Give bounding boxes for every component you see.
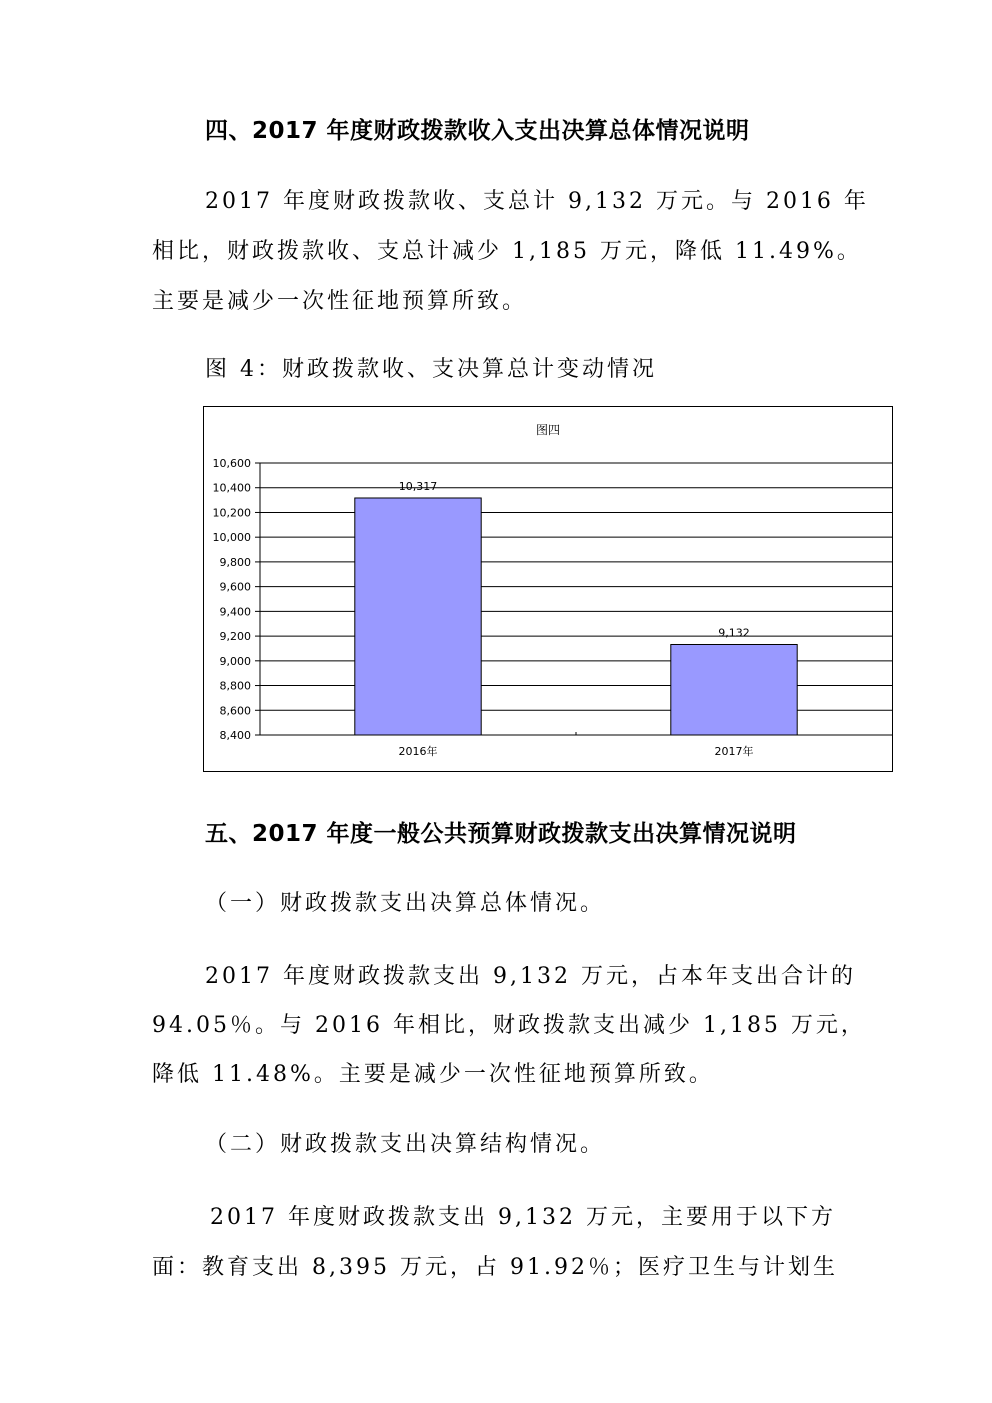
subheading-2: （二）财政拨款支出决算结构情况。 bbox=[205, 1132, 606, 1157]
section-5-heading: 五、2017 年度一般公共预算财政拨款支出决算情况说明 bbox=[205, 821, 797, 847]
section-4-paragraph-line-1: 2017 年度财政拨款收、支总计 9,132 万元。与 2016 年 bbox=[205, 189, 869, 214]
bar-chart bbox=[203, 406, 893, 772]
subheading-1: （一）财政拨款支出决算总体情况。 bbox=[205, 891, 606, 916]
y-tick-label: 9,800 bbox=[219, 555, 251, 569]
bar bbox=[355, 498, 481, 735]
section-4-heading: 四、2017 年度财政拨款收入支出决算总体情况说明 bbox=[205, 118, 750, 144]
y-tick-label: 9,600 bbox=[219, 580, 251, 594]
y-tick-label: 9,000 bbox=[219, 654, 251, 668]
section-4-paragraph-line-2: 相比，财政拨款收、支总计减少 1,185 万元，降低 11.49%。 bbox=[152, 239, 862, 264]
y-tick-label: 10,600 bbox=[212, 457, 251, 470]
y-tick-label: 9,400 bbox=[219, 605, 251, 619]
section-5-paragraph-1-line-3: 降低 11.48%。主要是减少一次性征地预算所致。 bbox=[152, 1062, 714, 1087]
y-tick-label: 8,600 bbox=[219, 704, 251, 718]
data-label: 9,132 bbox=[718, 626, 750, 640]
y-tick-label: 10,400 bbox=[212, 481, 251, 495]
x-tick-label: 2017年 bbox=[714, 745, 754, 758]
section-5-paragraph-2-line-1: 2017 年度财政拨款支出 9,132 万元，主要用于以下方 bbox=[210, 1205, 836, 1230]
y-tick-label: 8,800 bbox=[219, 679, 251, 693]
chart-title: 图四 bbox=[535, 423, 560, 437]
section-5-paragraph-1-line-1: 2017 年度财政拨款支出 9,132 万元，占本年支出合计的 bbox=[205, 964, 856, 989]
x-tick-label: 2016年 bbox=[398, 745, 438, 758]
figure-caption: 图 4：财政拨款收、支决算总计变动情况 bbox=[205, 357, 657, 382]
data-label: 10,317 bbox=[398, 479, 438, 493]
chart-canvas bbox=[204, 407, 892, 771]
y-tick-label: 10,000 bbox=[212, 531, 251, 545]
section-5-paragraph-2-line-2: 面：教育支出 8,395 万元，占 91.92％；医疗卫生与计划生 bbox=[152, 1255, 838, 1280]
y-tick-label: 10,200 bbox=[212, 506, 251, 520]
bar bbox=[671, 644, 797, 735]
section-4-paragraph-line-3: 主要是减少一次性征地预算所致。 bbox=[152, 289, 528, 314]
y-tick-label: 9,200 bbox=[219, 630, 251, 644]
section-5-paragraph-1-line-2: 94.05％。与 2016 年相比，财政拨款支出减少 1,185 万元， bbox=[152, 1013, 866, 1038]
y-tick-label: 8,400 bbox=[219, 729, 251, 742]
